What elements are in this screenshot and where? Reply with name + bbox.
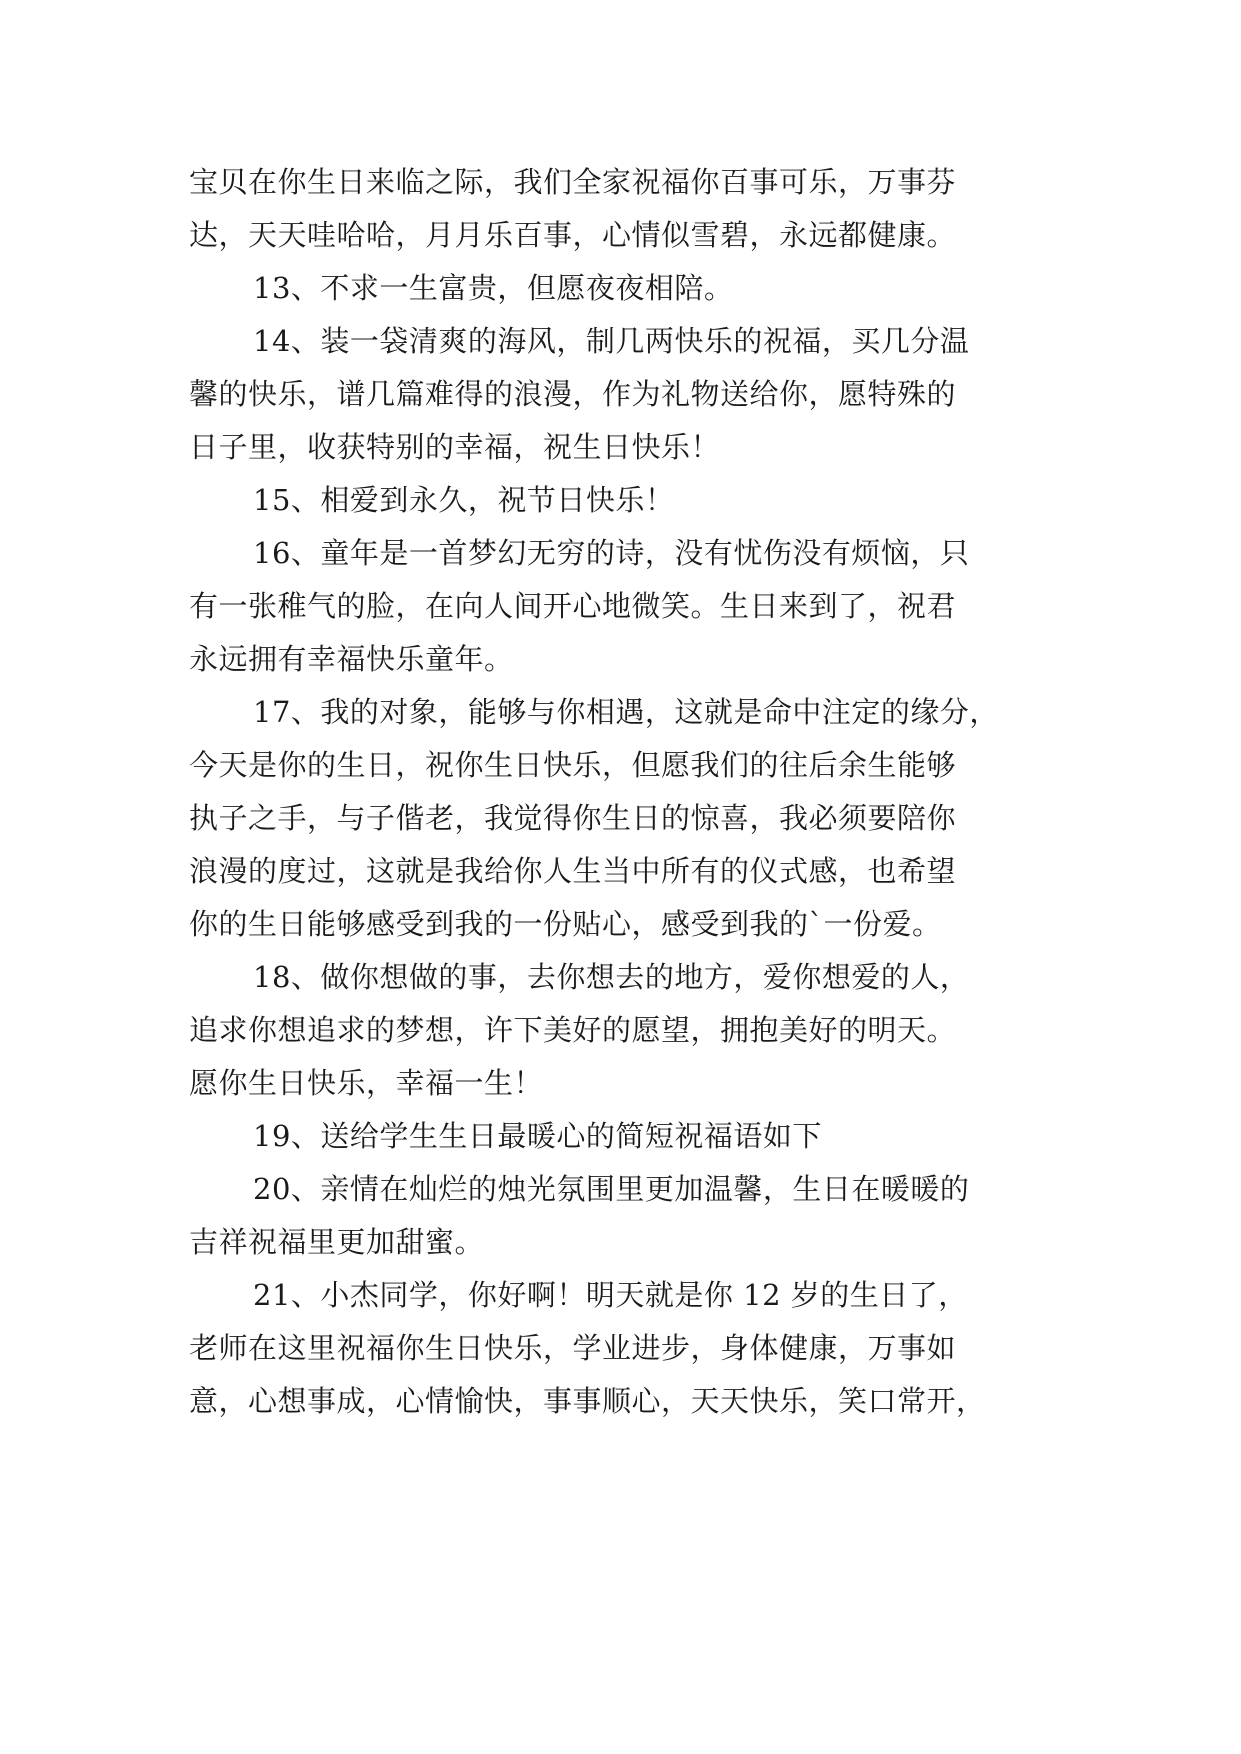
text-line: 愿你生日快乐，幸福一生！ (189, 1066, 544, 1100)
text-line: 15、相爱到永久，祝节日快乐！ (253, 483, 675, 517)
text-line: 17、我的对象，能够与你相遇，这就是命中注定的缘分， (253, 695, 999, 729)
text-line: 达，天天哇哈哈，月月乐百事，心情似雪碧，永远都健康。 (189, 218, 957, 252)
text-line: 20、亲情在灿烂的烛光氛围里更加温馨，生日在暖暖的 (253, 1172, 970, 1206)
text-line: 有一张稚气的脸，在向人间开心地微笑。生日来到了，祝君 (189, 589, 957, 623)
text-line: 馨的快乐，谱几篇难得的浪漫，作为礼物送给你，愿特殊的 (189, 377, 957, 411)
text-line: 19、送给学生生日最暖心的简短祝福语如下 (253, 1119, 822, 1153)
text-line: 16、童年是一首梦幻无穷的诗，没有忧伤没有烦恼，只 (253, 536, 970, 570)
text-line: 日子里，收获特别的幸福，祝生日快乐！ (189, 430, 721, 464)
text-line: 追求你想追求的梦想，许下美好的愿望，拥抱美好的明天。 (189, 1013, 957, 1047)
text-line: 老师在这里祝福你生日快乐，学业进步，身体健康，万事如 (189, 1331, 957, 1365)
text-line: 意，心想事成，心情愉快，事事顺心，天天快乐，笑口常开， (189, 1384, 986, 1418)
text-line: 今天是你的生日，祝你生日快乐，但愿我们的往后余生能够 (189, 748, 957, 782)
text-line: 你的生日能够感受到我的一份贴心，感受到我的`一份爱。 (189, 907, 942, 941)
text-line: 21、小杰同学，你好啊！明天就是你 12 岁的生日了， (253, 1278, 968, 1312)
text-line: 13、不求一生富贵，但愿夜夜相陪。 (253, 271, 734, 305)
text-line: 执子之手，与子偕老，我觉得你生日的惊喜，我必须要陪你 (189, 801, 957, 835)
text-line: 宝贝在你生日来临之际，我们全家祝福你百事可乐，万事芬 (189, 165, 957, 199)
text-line: 永远拥有幸福快乐童年。 (189, 642, 514, 676)
text-line: 14、装一袋清爽的海风，制几两快乐的祝福，买几分温 (253, 324, 970, 358)
text-line: 18、做你想做的事，去你想去的地方，爱你想爱的人， (253, 960, 970, 994)
text-line: 吉祥祝福里更加甜蜜。 (189, 1225, 485, 1259)
text-line: 浪漫的度过，这就是我给你人生当中所有的仪式感，也希望 (189, 854, 957, 888)
